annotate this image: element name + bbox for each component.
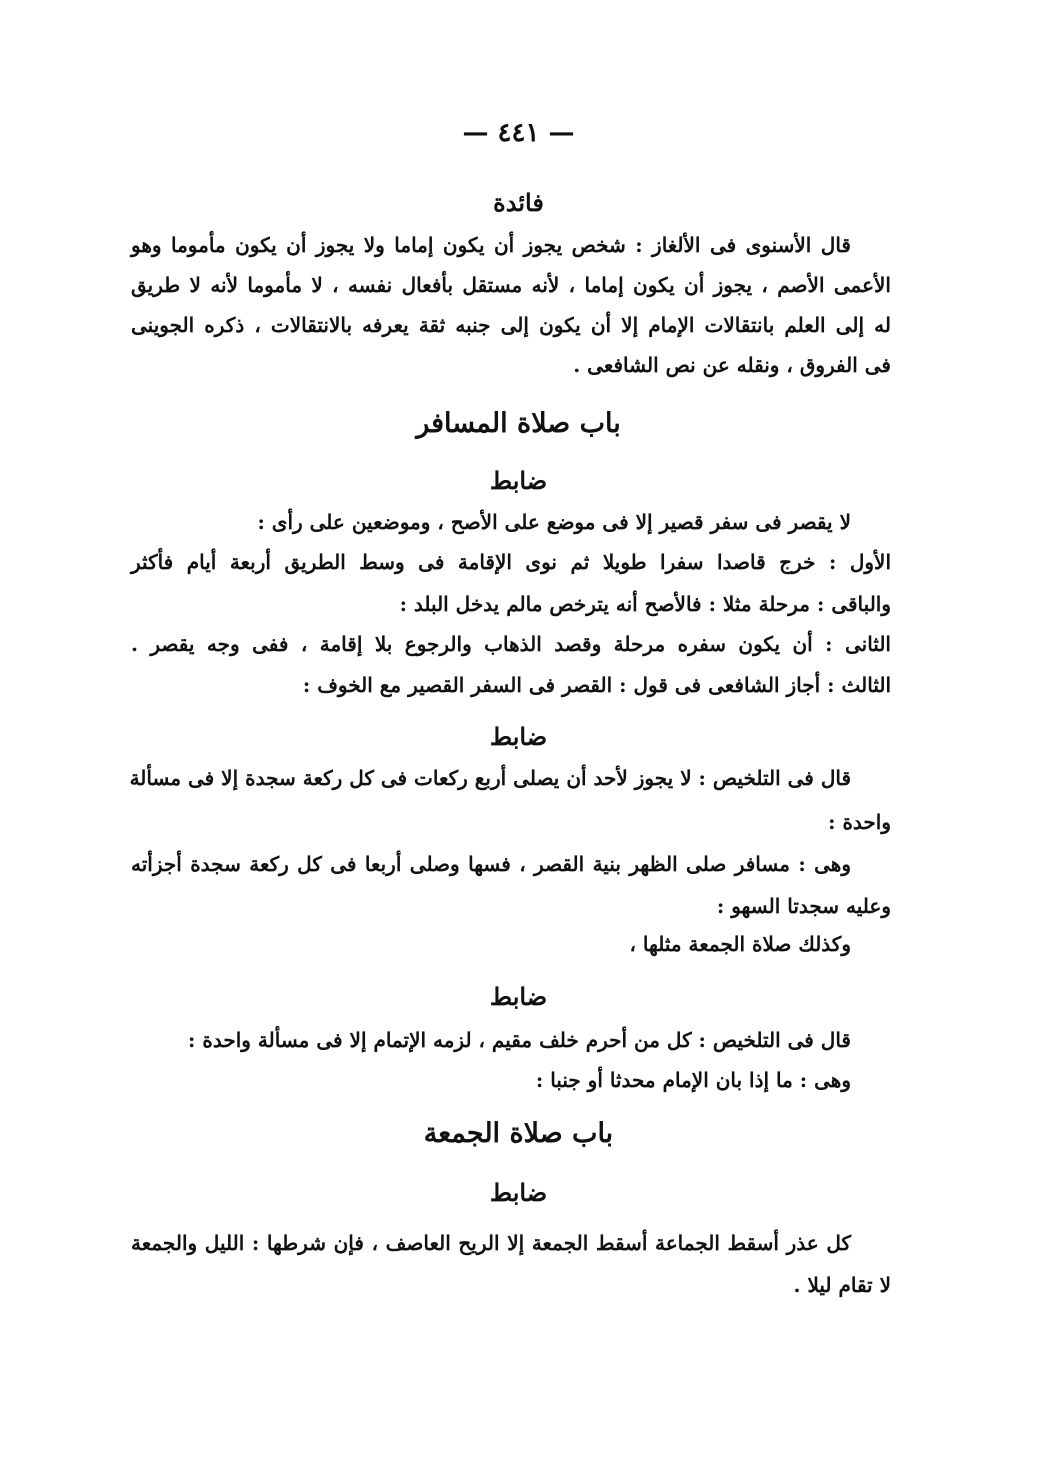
paragraph-line: كل عذر أسقط الجماعة أسقط الجمعة إلا الريح العاصف ، فإن شرطها : الليل والجمعة (131, 1231, 851, 1255)
paragraph-line: والباقى : مرحلة مثلا : فالأصح أنه يترخص مالم يدخل البلد : (399, 592, 891, 616)
paragraph-line: الثالث : أجاز الشافعى فى قول : القصر فى السفر القصير مع الخوف : (302, 673, 891, 697)
heading-dabit-2: ضابط (489, 722, 548, 751)
paragraph-line: لا تقام ليلا . (793, 1273, 891, 1297)
paragraph-line: وهى : مسافر صلى الظهر بنية القصر ، فسها وصلى أربعا فى كل ركعة سجدة أجزأته (131, 852, 851, 876)
paragraph-line: وهى : ما إذا بان الإمام محدثا أو جنبا : (535, 1068, 851, 1092)
page-number: — ٤٤١ — (462, 118, 575, 148)
paragraph-line: الأعمى الأصم ، يجوز أن يكون إماما ، لأنه مستقل بأفعال نفسه ، لا مأموما لأنه لا طريق (131, 273, 891, 297)
paragraph-line: الثانى : أن يكون سفره مرحلة وقصد الذهاب والرجوع بلا إقامة ، ففى وجه يقصر . (131, 632, 891, 656)
paragraph-line: لا يقصر فى سفر قصير إلا فى موضع على الأصح ، وموضعين على رأى : (257, 510, 851, 534)
heading-dabit-3: ضابط (489, 982, 548, 1011)
paragraph-line: قال الأسنوى فى الألغاز : شخص يجوز أن يكون إماما ولا يجوز أن يكون مأموما وهو (131, 233, 851, 257)
paragraph-line: وكذلك صلاة الجمعة مثلها ، (629, 932, 851, 956)
paragraph-line: له إلى العلم بانتقالات الإمام إلا أن يكون إلى جنبه ثقة يعرفه بالانتقالات ، ذكره الجوينى (131, 313, 891, 337)
paragraph-line: الأول : خرج قاصدا سفرا طويلا ثم نوى الإقامة فى وسط الطريق أربعة أيام فأكثر (131, 550, 891, 574)
heading-faida: فائدة (493, 188, 544, 217)
paragraph-line: واحدة : (828, 810, 891, 834)
chapter-heading-musafir: باب صلاة المسافر (416, 408, 621, 439)
heading-dabit-1: ضابط (489, 466, 548, 495)
paragraph-line: وعليه سجدتا السهو : (716, 894, 891, 918)
paragraph-line: قال فى التلخيص : كل من أحرم خلف مقيم ، لزمه الإتمام إلا فى مسألة واحدة : (188, 1028, 851, 1052)
paragraph-line: فى الفروق ، ونقله عن نص الشافعى . (573, 353, 891, 377)
heading-dabit-4: ضابط (489, 1178, 548, 1207)
paragraph-line: قال فى التلخيص : لا يجوز لأحد أن يصلى أربع ركعات فى كل ركعة سجدة إلا فى مسألة (129, 766, 851, 790)
chapter-heading-jumua: باب صلاة الجمعة (423, 1118, 614, 1149)
